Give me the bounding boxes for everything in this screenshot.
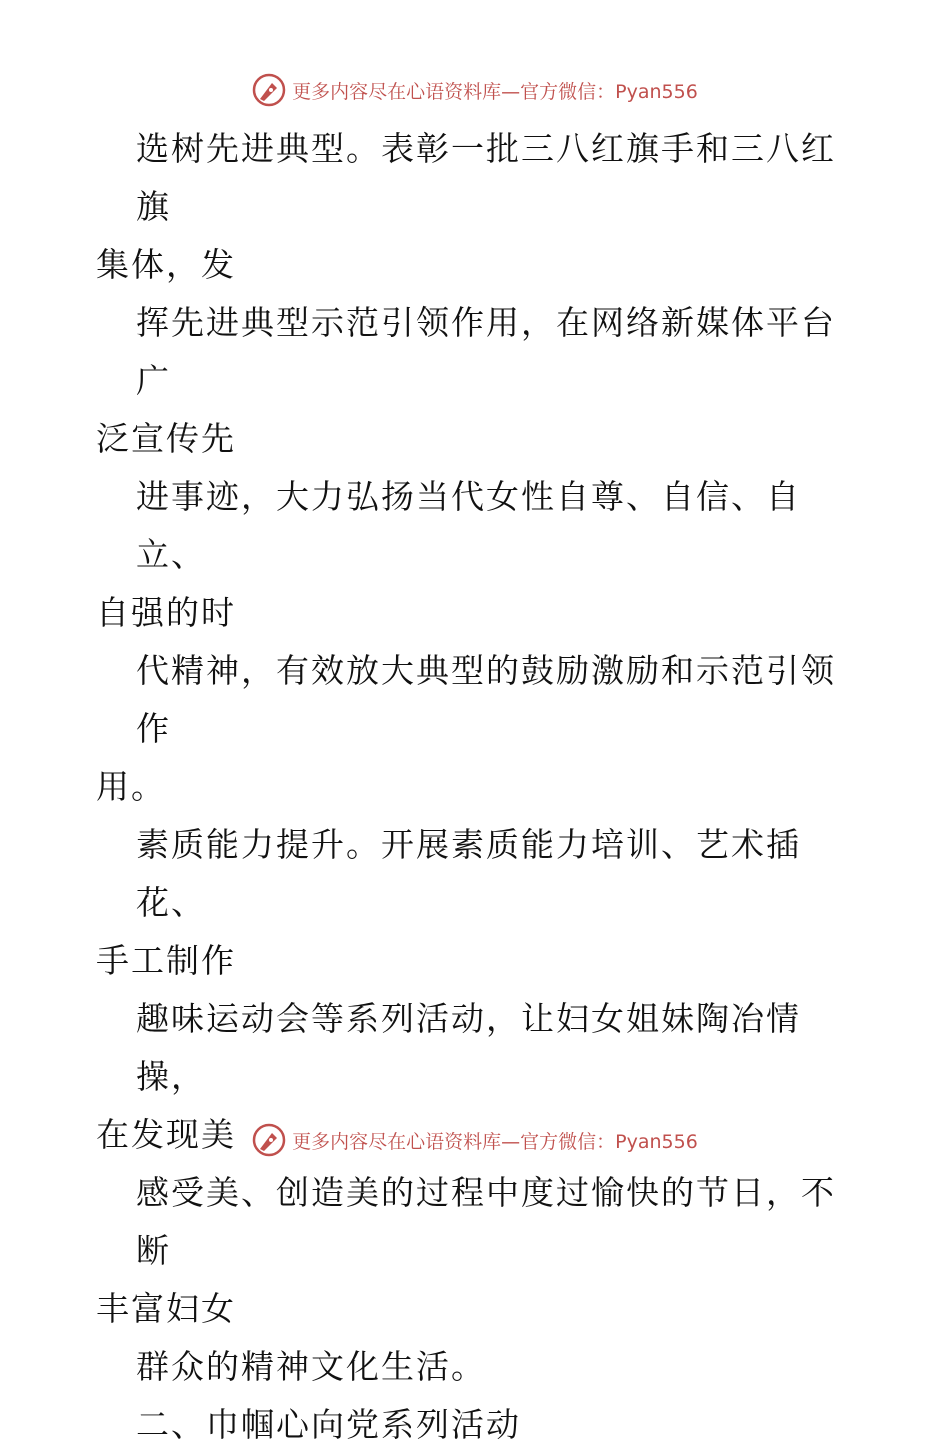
paragraph-line: 群众的精神文化生活。 (136, 1347, 486, 1386)
paragraph-line: 趣味运动会等系列活动，让妇女姐妹陶冶情操， (136, 999, 801, 1096)
paragraph (96, 1338, 856, 1396)
footer-watermark (0, 1120, 950, 1160)
header-watermark (0, 70, 950, 110)
paragraph-line: 素质能力提升。开展素质能力培训、艺术插花、 (136, 825, 801, 922)
paragraph (96, 468, 856, 642)
document-body (96, 120, 856, 1454)
paragraph (96, 120, 856, 294)
paragraph-line-wrap: 在发现美 (96, 1115, 236, 1154)
paragraph-line-wrap: 泛宣传先 (96, 419, 236, 458)
section-heading-text: 二、巾帼心向党系列活动 (136, 1405, 521, 1444)
paragraph-line: 代精神，有效放大典型的鼓励激励和示范引领作 (136, 651, 836, 748)
paragraph-line: 感受美、创造美的过程中度过愉快的节日，不断 (136, 1173, 836, 1270)
paragraph (96, 294, 856, 468)
pen-nib-icon (252, 1123, 286, 1157)
paragraph-line-wrap: 自强的时 (96, 593, 236, 632)
paragraph-line-wrap: 手工制作 (96, 941, 236, 980)
paragraph-line-wrap: 丰富妇女 (96, 1289, 236, 1328)
paragraph (96, 1164, 856, 1338)
section-heading (96, 1396, 856, 1454)
pen-nib-icon (252, 73, 286, 107)
paragraph-line: 进事迹，大力弘扬当代女性自尊、自信、自立、 (136, 477, 801, 574)
watermark-text: 更多内容尽在心语资料库—官方微信：Pyan556 (292, 80, 698, 103)
paragraph-line: 选树先进典型。表彰一批三八红旗手和三八红旗 (136, 129, 836, 226)
paragraph (96, 642, 856, 816)
paragraph-line-wrap: 集体，发 (96, 245, 236, 284)
paragraph-line: 挥先进典型示范引领作用，在网络新媒体平台广 (136, 303, 836, 400)
paragraph (96, 816, 856, 990)
watermark-text: 更多内容尽在心语资料库—官方微信：Pyan556 (292, 1130, 698, 1153)
paragraph-line-wrap: 用。 (96, 767, 166, 806)
